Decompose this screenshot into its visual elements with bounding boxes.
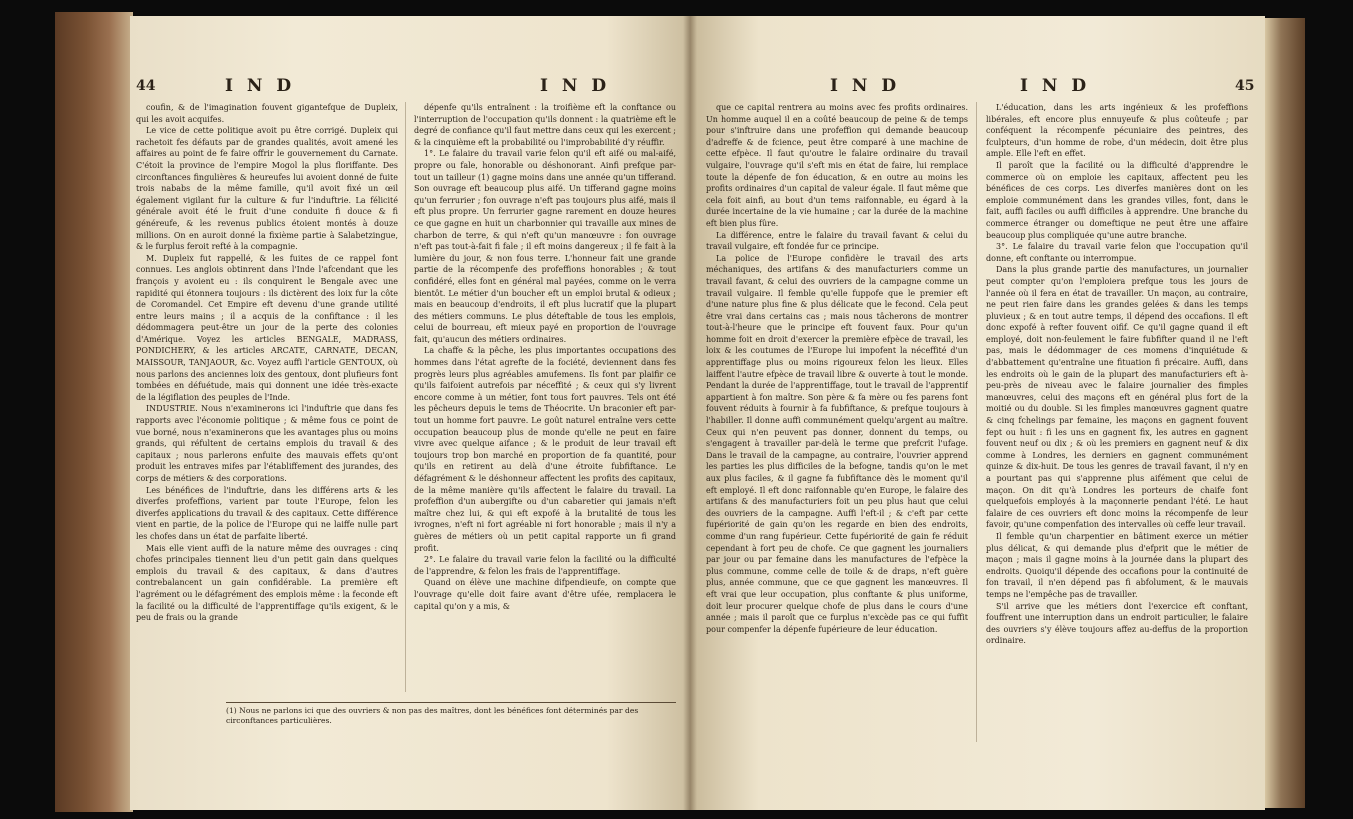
footnote-rule bbox=[226, 702, 676, 703]
left-running-head-2: I N D bbox=[540, 76, 611, 96]
right-page bbox=[690, 16, 1265, 810]
left-page-column-2 bbox=[414, 102, 676, 690]
paragraph: La chaffe & la pêche, les plus importantes occupations des hommes dans l'état agrefte de la fociété, deviennent dans fes progrès leurs plus agréables amufemens. Ils font par plaifir ce qu'ils faifoient autrefois par néceffité ; & ceux qui s'y livrent encore comme à un métier, font tous fort pauvres. Tels ont été les pêcheurs depuis le tems de Théocrite. Un braconier eft par-tout un homme fort pauvre. Le goût naturel entraîne vers cette occupation beaucoup plus de monde qu'elle ne peut en faire vivre avec quelque aifance ; & le produit de leur travail eft toujours trop bon marché en proportion de fa quantité, pour qu'ils en retirent au delà d'une étroite fubfiftance. Le défagrément & le déshonneur affectent les profits des capitaux, de la même manière qu'ils affectent le falaire du travail. La profeffion d'un aubergifte ou d'un cabaretier qui jamais n'eft maître chez lui, & qui eft expofé à la brutalité de tous les ivrognes, n'eft ni fort agréable ni fort honorable ; mais il n'y a guères de métiers où un petit capital rapporte un fi grand profit. bbox=[414, 346, 676, 553]
right-running-head-1: I N D bbox=[830, 76, 901, 96]
paragraph: S'il arrive que les métiers dont l'exercice eft conftant, fouffrent une interruption dans un endroit particulier, le falaire des ouvriers s'y élève toujours affez au-deffus de la proportion ordinaire. bbox=[986, 601, 1248, 646]
paragraph: Il femble qu'un charpentier en bâtiment exerce un métier plus délicat, & qui demande plus d'efprit que le métier de maçon ; mais il gagne moins à la journée dans la plupart des endroits. Quoiqu'il dépende des occafions pour la continuité de fon travail, il n'en dépend pas fi abfolument, & le mauvais temps ne l'empêche pas de travailler. bbox=[986, 531, 1248, 599]
right-running-head-2: I N D bbox=[1020, 76, 1091, 96]
paragraph: Mais elle vient auffi de la nature même des ouvrages : cinq chofes principales tiennent lieu d'un petit gain dans quelques emplois du travail & des capitaux, & dans d'autres contrebalancent un gain confidérable. La première eft l'agrément ou le défagrément des emplois même : la feconde eft la facilité ou la difficulté de l'apprentiffage qu'ils exigent, & le peu de frais ou la grande bbox=[136, 543, 398, 623]
book-cover-left-edge bbox=[55, 12, 133, 812]
right-page-number: 45 bbox=[1235, 78, 1255, 94]
paragraph: La police de l'Europe confidère le travail des arts méchaniques, des artifans & des manufacturiers comme un travail favant, & celui des ouvriers de la campagne comme un travail vulgaire. Il femble qu'elle fuppofe que le premier eft d'une nature plus fine & plus délicate que le fecond. Cela peut être vrai dans certains cas ; mais nous tâcherons de montrer tout-à-l'heure que le principe eft fouvent faux. Pour qu'un homme foit en droit d'exercer la première efpèce de travail, les loix & les coutumes de l'Europe lui impofent la néceffité d'un apprentiffage plus ou moins rigoureux felon les lieux. Elles laiffent l'autre efpèce de travail libre & ouverte à tout le monde. Pendant la durée de l'apprentiffage, tout le travail de l'apprentif appartient à fon maître. Son père & fa mère ou fes parens font fouvent réduits à fournir à fa fubfiftance, & prefque toujours à l'habiller. Il donne auffi communément quelqu'argent au maître. Ceux qui n'en peuvent pas donner, donnent du temps, ou s'engagent à travailler par-delà le terme que prefcrit l'ufage. Dans le travail de la campagne, au contraire, l'ouvrier apprend les parties les plus difficiles de la befogne, tandis qu'on le met aux plus faciles, & il gagne fa fubfiftance dès le moment qu'il eft employé. Il eft donc raifonnable qu'en Europe, le falaire des artifans & des manufacturiers foit un peu plus haut que celui des ouvriers de la campagne. Auffi l'eft-il ; & c'eft par cette fupériorité de gain qu'on les regarde en bien des endroits, comme d'un rang fupérieur. Cette fupériorité de gain fe réduit cependant à fort peu de chofe. Ce que gagnent les journaliers par jour ou par femaine dans les manufactures de l'efpèce la plus commune, comme celle de toile & de draps, n'eft guère plus, année commune, que ce que gagnent les manœuvres. Il eft vrai que leur occupation, plus conftante & plus uniforme, doit leur procurer quelque chofe de plus dans le cours d'une année ; mais il paroît que ce furplus n'excède pas ce qui fuffit pour compenfer la dépenfe fupérieure de leur éducation. bbox=[706, 253, 968, 634]
paragraph: 3°. Le falaire du travail varie felon que l'occupation qu'il donne, eft conftante ou interrompue. bbox=[986, 242, 1248, 263]
paragraph: INDUSTRIE. Nous n'examinerons ici l'induftrie que dans fes rapports avec l'économie politique ; & même fous ce point de vue borné, nous n'examinerons que les avantages plus ou moins grands, qui réfultent de certains emplois du travail & des capitaux ; nous parlerons enfuite des mauvais effets qu'ont produit les entraves mifes par l'établiffement des jurandes, des corps de métiers & des corporations. bbox=[136, 404, 398, 483]
paragraph: 2°. Le falaire du travail varie felon la facilité ou la difficulté de l'apprendre, & felon les frais de l'apprentiffage. bbox=[414, 555, 676, 576]
paragraph: coufin, & de l'imagination fouvent gigantefque de Dupleix, qui les avoit acquifes. bbox=[136, 103, 398, 124]
right-page-column-2 bbox=[986, 102, 1248, 742]
paragraph: Les bénéfices de l'induftrie, dans les différens arts & les diverfes profeffions, varient par toute l'Europe, felon les diverfes applications du travail & des capitaux. Cette différence vient en partie, de la police de l'Europe qui ne laiffe nulle part les chofes dans un état de parfaite liberté. bbox=[136, 485, 398, 541]
paragraph: que ce capital rentrera au moins avec fes profits ordinaires. Un homme auquel il en a coûté beaucoup de peine & de temps pour s'inftruire dans une profeffion qui demande beaucoup d'adreffe & de fcience, peut être comparé à une machine de cette efpèce. Il faut qu'outre le falaire ordinaire du travail vulgaire, l'ouvrage qu'il s'eft mis en état de faire, lui remplace toute la dépenfe de fon éducation, & en outre au moins les profits ordinaires d'un capital de valeur égale. Il faut même que cela foit ainfi, au bout d'un tems raifonnable, eu égard à la durée incertaine de la vie humaine ; car la durée de la machine eft bien plus fûre. bbox=[706, 103, 968, 228]
paragraph: Quand on élève une machine difpendieufe, on compte que l'ouvrage qu'elle doit faire avant d'être ufée, remplacera le capital qu'on y a mis, & bbox=[414, 578, 676, 611]
paragraph: Il paroît que la facilité ou la difficulté d'apprendre le commerce où on emploie les capitaux, affectent peu les bénéfices de ces corps. Les diverfes manières dont on les emploie communément dans les grandes villes, font, dans le fait, auffi faciles ou auffi difficiles à apprendre. Une branche du commerce étranger ou domeftique ne peut être une affaire beaucoup plus compliquée qu'une autre branche. bbox=[986, 160, 1248, 240]
paragraph: M. Dupleix fut rappellé, & les fuites de ce rappel font connues. Les anglois obtinrent dans l'Inde l'afcendant que les françois y avoient eu : ils conquirent le Bengale avec une rapidité qui étonnera toujours : ils dictèrent des loix fur la côte de Coromandel. Cet Empire eft devenu d'une grande utilité entre leurs mains ; il a acquis de la confiftance : il les dédommagera peut-être un jour de la perte des colonies d'Amérique. Voyez les articles BENGALE, MADRASS, PONDICHERY, & les articles ARCATE, CARNATE, DECAN, MAISSOUR, TANJAOUR, &c. Voyez auffi l'article GENTOUX, où nous parlons des anciennes loix des gentoux, dont plufieurs font tombées en défuétude, mais qui donnent une idée très-exacte de la légiflation des peuples de l'Inde. bbox=[136, 253, 398, 402]
paragraph: L'éducation, dans les arts ingénieux & les profeffions libérales, eft encore plus ennuyeufe & plus coûteufe ; par conféquent la récompenfe pécuniaire des peintres, des fculpteurs, d'un homme de robe, d'un médecin, doit être plus ample. Elle l'eft en effet. bbox=[986, 103, 1248, 159]
left-page-column-1 bbox=[136, 102, 398, 690]
book-gutter bbox=[683, 16, 697, 810]
footnote-text: (1) Nous ne parlons ici que des ouvriers & non pas des maîtres, dont les bénéfices font déterminés par des circonftances particulières. bbox=[226, 706, 639, 725]
left-page bbox=[130, 16, 690, 810]
book-cover-right-edge bbox=[1265, 18, 1305, 808]
paragraph: La différence, entre le falaire du travail favant & celui du travail vulgaire, eft fondée fur ce principe. bbox=[706, 230, 968, 252]
paragraph: Dans la plus grande partie des manufactures, un journalier peut compter qu'on l'emploiera prefque tous les jours de l'année où il fera en état de travailler. Un maçon, au contraire, ne peut rien faire dans les grandes gelées & dans les temps pluvieux ; & en tout autre temps, il dépend des occafions. Il eft donc expofé à refter fouvent oifif. Ce qu'il gagne quand il eft employé, doit non-feulement le faire fubfifter quand il ne l'eft pas, mais le dédommager de ces momens d'inquiétude & d'abbattement qu'entraîne une fituation fi précaire. Auffi, dans les endroits où le gain de la plupart des manufacturiers eft à-peu-près de niveau avec le falaire journalier des fimples manœuvres, celui des maçons eft en général plus fort de la moitié ou du double. Si les fimples manœuvres gagnent quatre & cinq fchelings par femaine, les maçons en gagnent fouvent fept ou huit : fi les uns en gagnent fix, les autres en gagnent fouvent neuf ou dix ; & où les premiers en gagnent neuf & dix comme à Londres, les derniers en gagnent communément quinze & dix-huit. De tous les genres de travail favant, il n'y en a pourtant pas qui s'apprenne plus aifément que celui de maçon. On dit qu'à Londres les porteurs de chaife font quelquefois employés à la maçonnerie pendant l'été. Le haut falaire de ces ouvriers eft donc moins la récompenfe de leur favoir, qu'une compenfation des intervalles où ceffe leur travail. bbox=[986, 265, 1248, 530]
right-page-column-1 bbox=[706, 102, 968, 742]
left-running-head-1: I N D bbox=[225, 76, 296, 96]
left-page-number: 44 bbox=[136, 78, 156, 94]
column-divider bbox=[405, 102, 406, 692]
column-divider bbox=[976, 102, 977, 742]
paragraph: Le vice de cette politique avoit pu être corrigé. Dupleix qui rachetoit fes défauts par de grandes qualités, avoit amené les affaires au point de fe faire offrir le gouvernement du Carnate. C'étoit la province de l'empire Mogol la plus floriffante. Des circonftances fingulières & heureufes lui avoient donné de fuite trois nababs de la même famille, qu'il avoit fixé un œil également vigilant fur la culture & fur l'induftrie. La félicité générale avoit été le fruit d'une conduite fi douce & fi généreufe, & les revenus publics étoient montés à douze millions. On en auroit donné la fixième partie à Salabetzingue, & le furplus feroit refté à la compagnie. bbox=[136, 126, 398, 252]
paragraph: 1°. Le falaire du travail varie felon qu'il eft aifé ou mal-aifé, propre ou fale, honorable ou déshonorant. Ainfi prefque par-tout un tailleur (1) gagne moins dans une année qu'un tifferand. Son ouvrage eft beaucoup plus aifé. Un tifferand gagne moins qu'un ferrurier ; fon ouvrage n'eft pas toujours plus aifé, mais il eft plus propre. Un ferrurier gagne rarement en douze heures ce que gagne en huit un charbonnier qui travaille aux mines de charbon de terre, & qui n'eft qu'un manœuvre : fon ouvrage n'eft pas tout-à-fait fi fale ; il eft moins dangereux ; il fe fait à la lumière du jour, & non fous terre. L'honneur fait une grande partie de la récompenfe des profeffions honorables ; & tout confidéré, elles font en général mal payées, comme on le verra bientôt. Le métier d'un boucher eft un emploi brutal & odieux ; mais en beaucoup d'endroits, il eft plus lucratif que la plupart des métiers communs. Le plus déteftable de tous les emplois, celui de bourreau, eft mieux payé en proportion de l'ouvrage fait, qu'aucun des métiers ordinaires. bbox=[414, 149, 676, 344]
paragraph: dépenfe qu'ils entraînent : la troifième eft la conftance ou l'interruption de l'occupation qu'ils donnent : la quatrième eft le degré de confiance qu'il faut mettre dans ceux qui les exercent ; & la cinquième eft la probabilité ou l'improbabilité d'y réuffir. bbox=[414, 103, 676, 147]
